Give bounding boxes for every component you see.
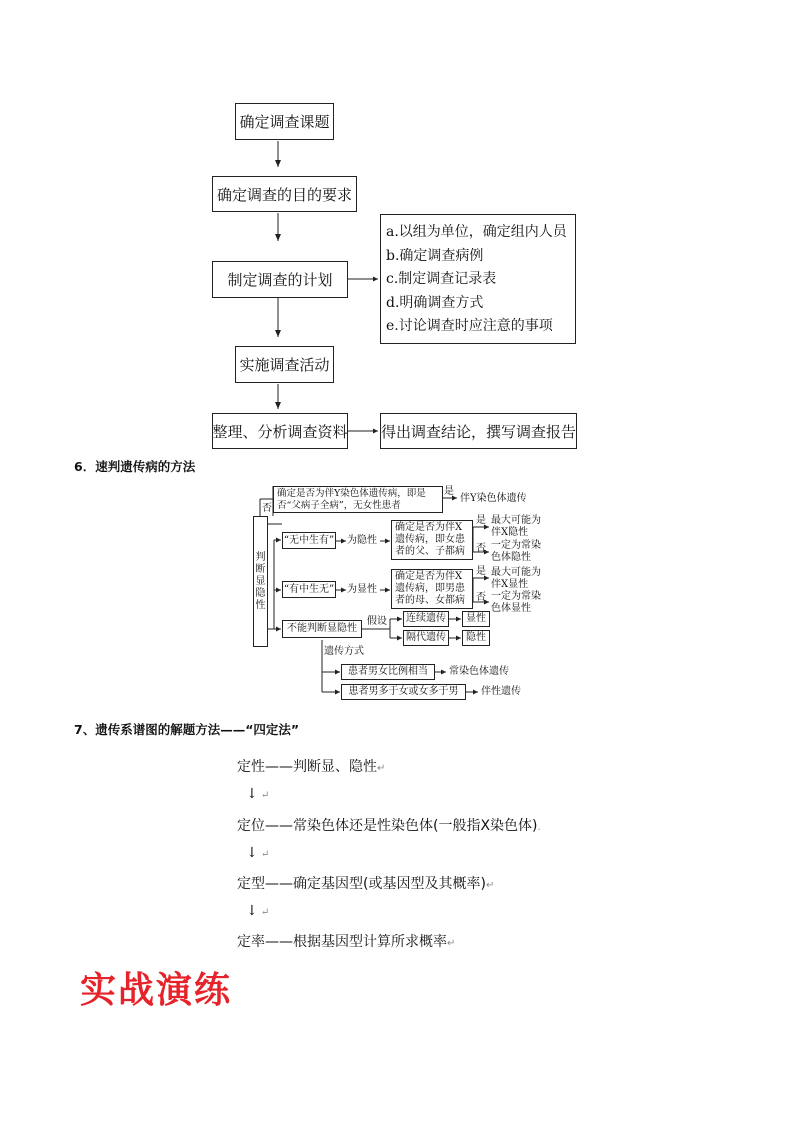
plan-items-box — [380, 214, 576, 344]
result-dominant: 显性 — [462, 611, 490, 627]
label-assume: 假设 — [367, 616, 387, 627]
step-text: 定位——常染色体还是性染色体(一般指X染色体) — [237, 818, 538, 834]
down-arrow-icon: ↓ ↵ — [246, 845, 270, 861]
result-recessive: 隐性 — [462, 630, 490, 646]
four-step-genotype: 定型——确定基因型(或基因型及其概率)↵ — [237, 876, 495, 892]
case1-x-question: 确定是否为伴X遗传病，即女患者的父、子都病 — [391, 520, 473, 560]
autosomal-result: 常染色体遗传 — [449, 666, 509, 677]
case-some-to-none: “有中生无” — [282, 581, 336, 598]
step-determine-topic — [235, 103, 334, 140]
case2-yes: 是 — [476, 566, 486, 577]
judge-box — [253, 516, 268, 647]
unequal-ratio-box: 患者男多于女或女多于男 — [341, 684, 466, 700]
down-arrow-icon: ↓ ↵ — [246, 786, 270, 802]
case-none-to-some: “无中生有” — [282, 532, 336, 549]
step-organize-data — [212, 413, 348, 449]
step-make-plan — [212, 261, 348, 298]
down-arrow-icon: ↓ ↵ — [246, 903, 270, 919]
four-step-qualitative: 定性——判断显、隐性↵ — [237, 759, 386, 775]
step-text: 定型——确定基因型(或基因型及其概率) — [237, 876, 486, 892]
step-implement-survey — [235, 346, 334, 383]
four-step-location: 定位——常染色体还是性染色体(一般指X染色体). — [237, 818, 541, 834]
step-implement-survey-label: 实施调查活动 — [239, 356, 330, 374]
equal-ratio-box: 患者男女比例相当 — [341, 664, 435, 680]
arrow-glyph: ↓ — [246, 903, 258, 919]
case1-no-result: 一定为常染色体隐性 — [491, 540, 541, 563]
plan-item: e.讨论调查时应注意的事项 — [386, 318, 553, 334]
case1-yes: 是 — [476, 515, 486, 526]
case1-recessive: 为隐性 — [347, 535, 377, 546]
case2-no: 否 — [476, 592, 486, 603]
judge-box-label: 判断显隐性 — [255, 551, 266, 611]
plan-item: d.明确调查方式 — [386, 294, 484, 311]
step-determine-purpose-label: 确定调查的目的要求 — [216, 185, 352, 204]
section7-heading: 7、遗传系谱图的解题方法——“四定法” — [74, 722, 300, 737]
y-linked-question: 确定是否为伴Y染色体遗传病，即是否“父病子全病”，无女性患者 — [273, 486, 443, 513]
section6-heading: 6．速判遗传病的方法 — [74, 459, 196, 474]
label-yes: 是 — [444, 486, 454, 497]
plan-item: c.制定调查记录表 — [386, 271, 497, 287]
four-step-probability: 定率——根据基因型计算所求概率↵ — [237, 934, 456, 950]
step-organize-data-label: 整理、分析调查资料 — [212, 422, 348, 441]
step-text: 定率——根据基因型计算所求概率 — [237, 934, 447, 950]
case2-x-question: 确定是否为伴X遗传病，即男患者的母、女都病 — [391, 569, 473, 609]
practice-title: 实战演练 — [80, 970, 233, 1011]
case1-no: 否 — [476, 543, 486, 554]
case2-yes-result: 最大可能为伴X显性 — [491, 567, 541, 590]
step-make-plan-label: 制定调查的计划 — [227, 271, 333, 289]
step-text: 定性——判断显、隐性 — [237, 759, 377, 775]
step-conclusion-label: 得出调查结论，撰写调查报告 — [381, 422, 577, 441]
plan-item: a.以组为单位，确定组内人员 — [386, 224, 567, 240]
step-determine-topic-label: 确定调查课题 — [239, 113, 330, 131]
label-inherit-mode: 遗传方式 — [324, 646, 364, 657]
continuous-inheritance: 连续遗传 — [403, 611, 449, 627]
step-conclusion — [380, 413, 577, 449]
case2-dominant: 为显性 — [347, 584, 377, 595]
case-undetermined: 不能判断显隐性 — [282, 620, 362, 638]
label-no: 否 — [262, 503, 272, 514]
arrow-glyph: ↓ — [246, 845, 258, 861]
arrow-glyph: ↓ — [246, 786, 258, 802]
sexlinked-result: 伴性遗传 — [481, 686, 521, 697]
case2-no-result: 一定为常染色体显性 — [491, 591, 541, 614]
step-determine-purpose — [212, 176, 357, 212]
skip-inheritance: 隔代遗传 — [403, 630, 449, 646]
y-linked-result: 伴Y染色体遗传 — [460, 493, 527, 504]
case1-yes-result: 最大可能为伴X隐性 — [491, 515, 541, 538]
plan-item: b.确定调查病例 — [386, 247, 484, 264]
